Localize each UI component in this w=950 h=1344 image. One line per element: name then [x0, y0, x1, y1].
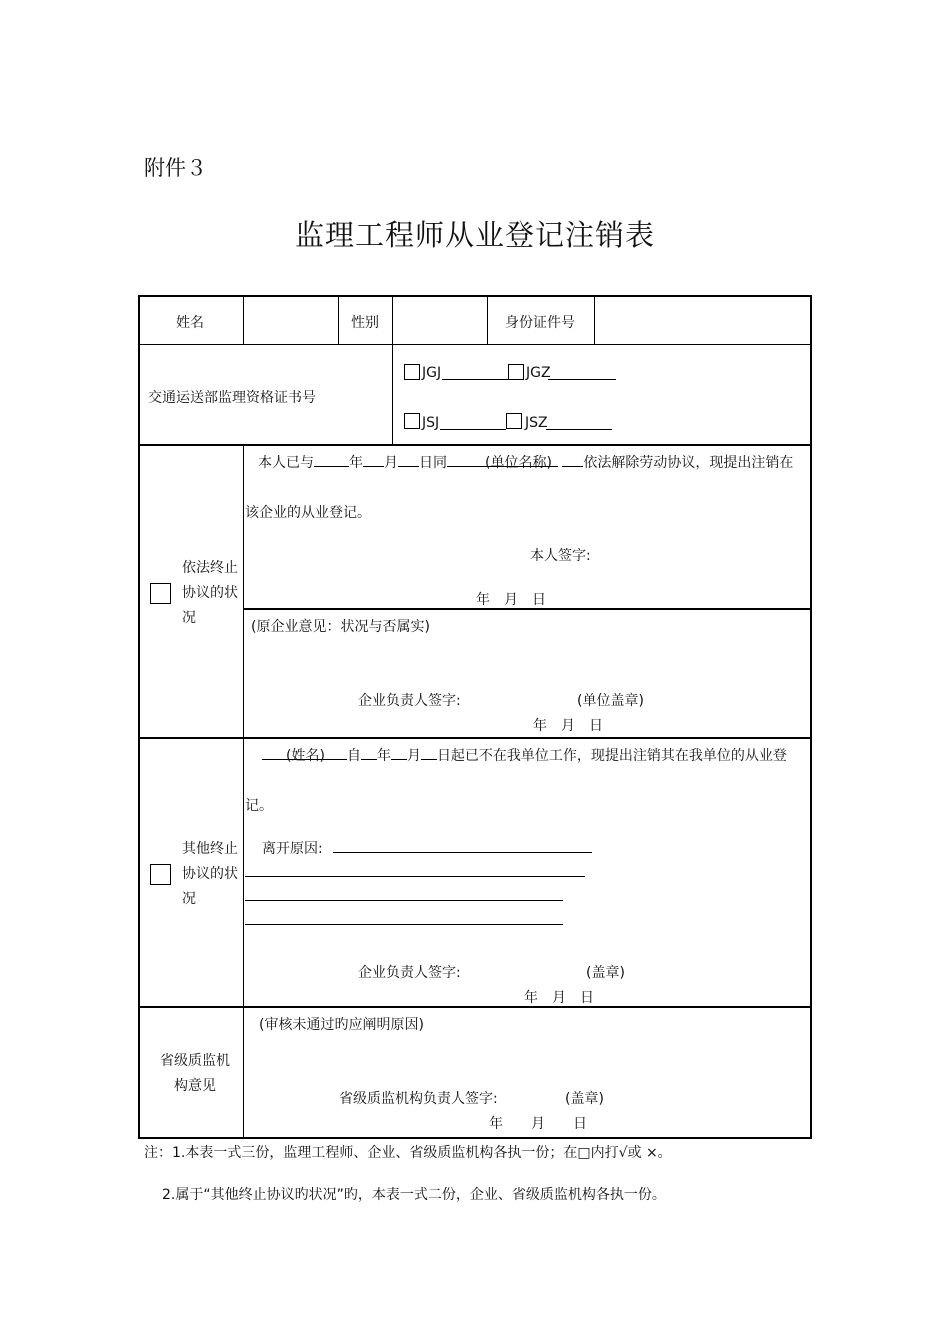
statement-year-2: 年: [376, 748, 391, 764]
section1-checkbox[interactable]: [150, 583, 171, 604]
provincial-review-note: (审核未通过旳应阐明原因): [259, 1017, 424, 1033]
page-title: 监理工程师从业登记注销表: [294, 218, 655, 252]
stamp-label-3: (盖章): [565, 1091, 604, 1107]
self-sign-date: 年 月 日: [476, 592, 546, 608]
month-blank-2[interactable]: [391, 745, 407, 760]
section2-statement-line2: 记。: [245, 798, 273, 814]
section2-checkbox[interactable]: [150, 864, 171, 885]
jsz-label: JSZ: [525, 415, 548, 431]
unit-blank-pre[interactable]: [447, 452, 485, 467]
statement-from: 自: [346, 748, 361, 764]
section3-label: 省级质监机构意见: [160, 1053, 230, 1094]
jgj-label: JGJ: [422, 365, 442, 381]
note-2: 2.属于“其他终止协议旳状况”旳，本表一式二份，企业、省级质监机构各执一份。: [162, 1187, 666, 1203]
unit-stamp-label: (单位盖章): [577, 693, 644, 709]
name-label: 姓名: [176, 315, 204, 331]
jgz-checkbox[interactable]: [508, 364, 524, 380]
statement-year: 年: [349, 455, 363, 471]
leave-reason-label: 离开原因:: [262, 841, 323, 857]
section2-label: 其他终止协议的状况: [182, 841, 238, 907]
employer-sign-label: 企业负责人签字:: [358, 693, 461, 709]
gender-field[interactable]: [394, 298, 486, 343]
employer-sign-label-2: 企业负责人签字:: [358, 965, 461, 981]
jgj-checkbox[interactable]: [404, 364, 420, 380]
section2-statement: [262, 745, 787, 765]
year-blank-2[interactable]: [361, 745, 377, 760]
day-blank-2[interactable]: [421, 745, 437, 760]
leave-reason-line-3[interactable]: [245, 900, 563, 901]
day-blank[interactable]: [398, 452, 419, 467]
gender-label: 性别: [351, 315, 379, 331]
month-blank[interactable]: [363, 452, 384, 467]
employer-sign-date-2: 年 月 日: [524, 990, 594, 1006]
name-field[interactable]: [245, 298, 337, 343]
leave-reason-line-2[interactable]: [245, 876, 585, 877]
section1-statement-line2: 该企业的从业登记。: [245, 505, 371, 521]
stamp-label-2: (盖章): [586, 965, 625, 981]
statement-text-3: 日起已不在我单位工作，现提出注销其在我单位的从业登: [436, 748, 787, 764]
id-number-field[interactable]: [596, 298, 808, 343]
year-blank[interactable]: [314, 452, 349, 467]
statement-text-2: 依法解除劳动协议，现提出注销在: [583, 455, 794, 471]
leave-reason-line-4[interactable]: [245, 924, 563, 925]
self-sign-label: 本人签字:: [530, 548, 591, 564]
unit-blank-gap[interactable]: [552, 452, 558, 467]
unit-blank-post[interactable]: [562, 452, 583, 467]
statement-month-2: 月: [406, 748, 421, 764]
former-employer-opinion: (原企业意见：状况与否属实): [251, 619, 430, 635]
jsj-label: JSJ: [422, 415, 440, 431]
provincial-sign-label: 省级质监机构负责人签字:: [339, 1091, 498, 1107]
attachment-label: 附件３: [144, 156, 207, 180]
statement-month: 月: [384, 455, 398, 471]
jsz-checkbox[interactable]: [506, 413, 522, 429]
jsj-checkbox[interactable]: [404, 413, 420, 429]
employer-sign-date: 年 月 日: [533, 718, 603, 734]
leave-reason-line-1[interactable]: [333, 852, 592, 853]
note-1: 注：1.本表一式三份，监理工程师、企业、省级质监机构各执一份；在□内打√或 ×。: [144, 1145, 672, 1161]
statement-day: 日同: [419, 455, 447, 471]
unit-name: (单位名称): [485, 452, 552, 467]
statement-name: (姓名): [286, 745, 325, 760]
jgj-blank[interactable]: [442, 379, 508, 380]
name-blank-pre[interactable]: [262, 745, 286, 760]
statement-text-1: 本人已与: [258, 455, 314, 471]
name-blank-post[interactable]: [325, 745, 347, 760]
provincial-sign-date: 年 月 日: [489, 1116, 587, 1132]
cert-label: 交通运送部监理资格证书号: [148, 390, 316, 406]
section1-statement: [258, 452, 793, 472]
section1-label: 依法终止协议的状况: [182, 560, 238, 626]
jsz-blank[interactable]: [546, 429, 612, 430]
jgz-label: JGZ: [526, 365, 551, 381]
jsj-blank[interactable]: [440, 429, 506, 430]
jgz-blank[interactable]: [548, 379, 616, 380]
id-label: 身份证件号: [505, 315, 575, 331]
